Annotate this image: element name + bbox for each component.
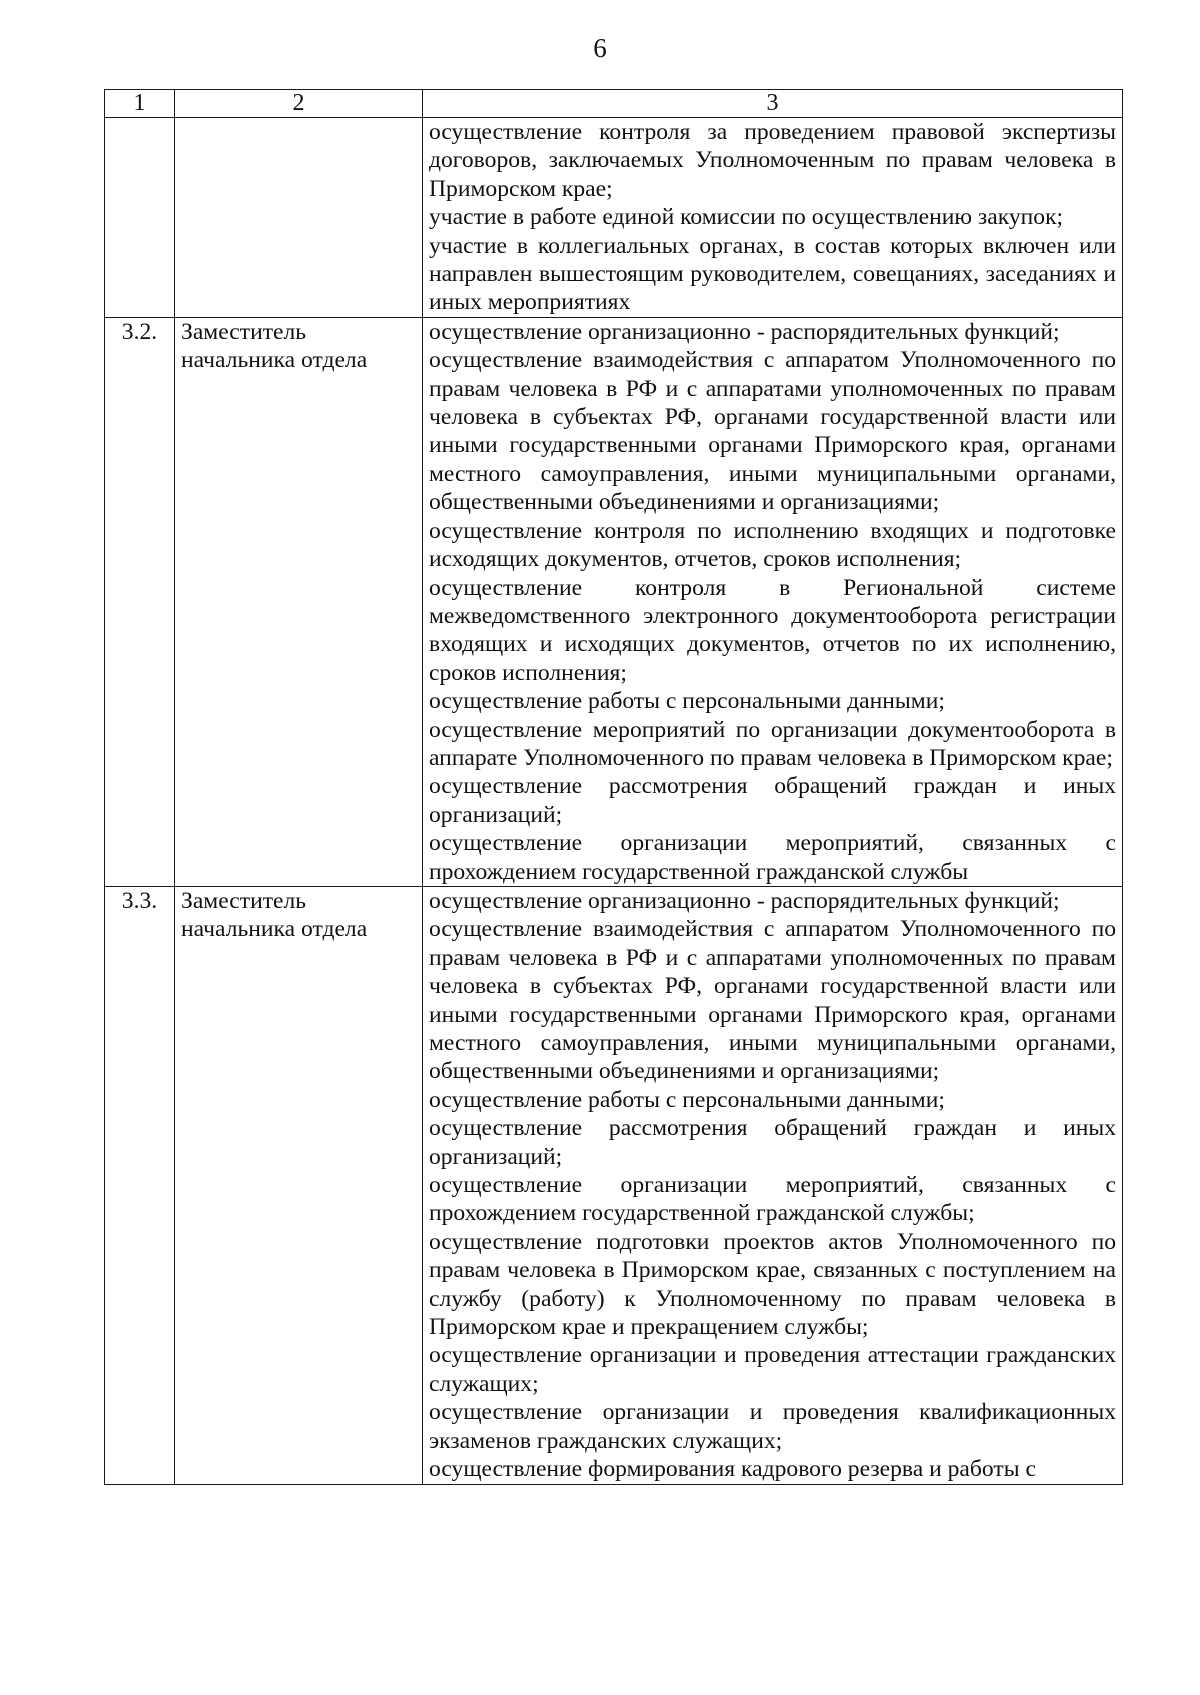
duty-item: осуществление подготовки проектов актов Уполномоченного по правам человека в Приморском крае, связанных с поступлением на службу (работу) к Уполномоченному по правам человека в Приморском крае и прекращением службы; [429,1228,1116,1341]
duty-item: осуществление контроля за проведением правовой экспертизы договоров, заключаемых Уполномоченным по правам человека в Приморском крае; [429,119,1116,202]
duty-item: осуществление организации мероприятий, связанных с прохождением государственной гражданской службы [429,830,1116,885]
duty-item: осуществление организационно - распорядительных функций; [429,887,1060,914]
table-header-row [105,90,1123,118]
table-row [105,317,1123,886]
table-row [105,886,1123,1484]
duty-item: осуществление работы с персональными данными; [429,1086,945,1113]
page-number: 6 [593,33,607,63]
row-number [105,118,175,318]
duty-item: осуществление мероприятий по организации документооборота в аппарате Уполномоченного по правам человека в Приморском крае; [429,716,1116,771]
duty-item: осуществление контроля в Региональной системе межведомственного электронного документооборота регистрации входящих и исходящих документов, отчетов по их исполнению, сроков исполнения; [429,574,1116,686]
duty-item: осуществление контроля по исполнению входящих и подготовке исходящих документов, отчетов, сроков исполнения; [429,517,1116,573]
duty-item: осуществление организации и проведения аттестации гражданских служащих; [429,1342,1116,1397]
duties-cell [423,118,1123,318]
position-title [175,118,423,318]
row-number: 3.3. [105,886,175,1484]
header-col-3: 3 [423,90,1123,118]
duties-table [104,89,1123,1485]
table-row [105,118,1123,318]
duty-item: осуществление работы с персональными данными; [429,688,945,715]
duty-item: осуществление взаимодействия с аппаратом Уполномоченного по правам человека в РФ и с аппаратами уполномоченных по правам человека в субъектах РФ, органами государственной власти или иными государственными органами Приморского края, органами местного самоуправления, иными муниципальными органами, общественными объединениями и организациями; [429,347,1116,516]
duty-item: осуществление взаимодействия с аппаратом Уполномоченного по правам человека в РФ и с аппаратами уполномоченных по правам человека в субъектах РФ, органами государственной власти или иными государственными органами Приморского края, органами местного самоуправления, иными муниципальными органами, общественными объединениями и организациями; [429,916,1116,1085]
duty-item: осуществление рассмотрения обращений граждан и иных организаций; [429,773,1116,828]
duties-cell [423,317,1123,886]
position-title: Заместитель начальника отдела [175,886,423,1484]
duty-item: осуществление организации и проведения квалификационных экзаменов гражданских служащих; [429,1399,1116,1454]
row-number: 3.2. [105,317,175,886]
duty-item: участие в коллегиальных органах, в состав которых включен или направлен вышестоящим руководителем, совещаниях, заседаниях и иных мероприятиях [429,232,1116,316]
duty-item: участие в работе единой комиссии по осуществлению закупок; [429,204,1064,231]
duty-item: осуществление рассмотрения обращений граждан и иных организаций; [429,1115,1116,1170]
duties-cell [423,886,1123,1484]
duty-item: осуществление организации мероприятий, связанных с прохождением государственной гражданской службы; [429,1172,1116,1227]
header-col-1: 1 [105,90,175,118]
position-title: Заместитель начальника отдела [175,317,423,886]
duty-item: осуществление формирования кадрового резерва и работы с [429,1456,1036,1483]
duty-item: осуществление организационно - распорядительных функций; [429,318,1060,345]
header-col-2: 2 [175,90,423,118]
